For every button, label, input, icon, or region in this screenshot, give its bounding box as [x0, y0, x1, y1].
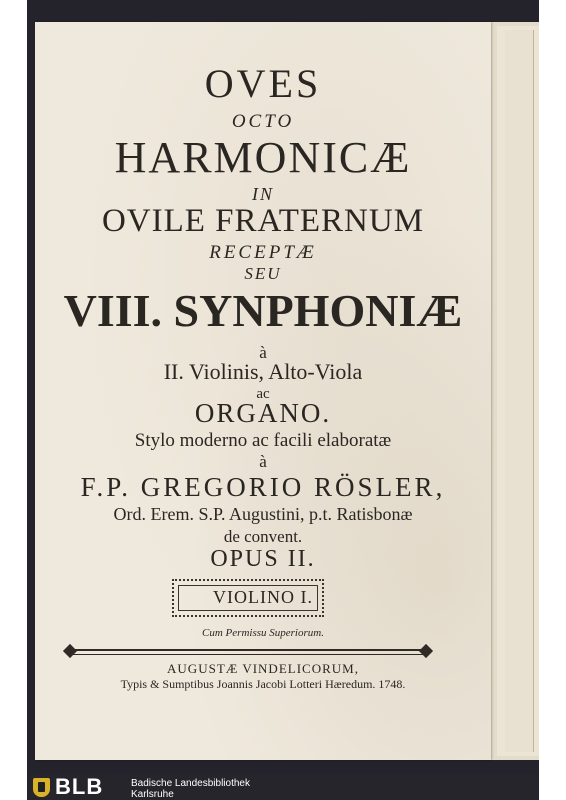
imprint-place: AUGUSTÆ VINDELICORUM, [167, 661, 359, 676]
text-organo: ORGANO. [194, 398, 332, 428]
part-label: VIOLINO I. [213, 587, 313, 607]
composer-name: F.P. GREGORIO RÖSLER, [80, 472, 446, 502]
title-in: IN [252, 184, 274, 204]
coat-of-arms-icon [33, 778, 50, 797]
ornament-right [419, 644, 433, 658]
title-seu: SEU [244, 264, 282, 283]
scanned-book-image [27, 0, 539, 775]
library-name [131, 778, 250, 800]
text-ac: ac [256, 386, 270, 402]
title-harmonicae: HARMONICÆ [114, 133, 412, 182]
title-synphoniae: VIII. SYNPHONIÆ [63, 285, 463, 336]
permission-note: Cum Permissu Superiorum. [202, 627, 324, 639]
title-receptae: RECEPTÆ [209, 242, 317, 263]
title-oves: OVES [204, 61, 322, 106]
composer-order: Ord. Erem. S.P. Augustini, p.t. Ratisbonæ [113, 504, 413, 524]
page-edge [505, 30, 534, 752]
text-stylo: Stylo moderno ac facili elaboratæ [134, 430, 392, 451]
library-footer [27, 775, 539, 800]
title-ovile-fraternum: OVILE FRATERNUM [101, 203, 425, 239]
composer-convent: de convent. [223, 527, 303, 546]
blb-logo[interactable]: BLB [55, 774, 104, 799]
library-name-line2: Karlsruhe [131, 789, 174, 800]
title-octo: OCTO [231, 111, 295, 132]
opus-number: OPUS II. [210, 546, 316, 572]
instrumentation: II. Violinis, Alto-Viola [163, 359, 363, 384]
title-page [35, 22, 491, 760]
imprint-printer: Typis & Sumptibus Joannis Jacobi Lotteri Hæredum. 1748. [120, 677, 406, 691]
ornamental-rule [67, 649, 427, 655]
library-name-line1: Badische Landesbibliothek [131, 778, 250, 789]
text-a-2: à [259, 452, 267, 471]
text-a-1: à [259, 343, 267, 362]
